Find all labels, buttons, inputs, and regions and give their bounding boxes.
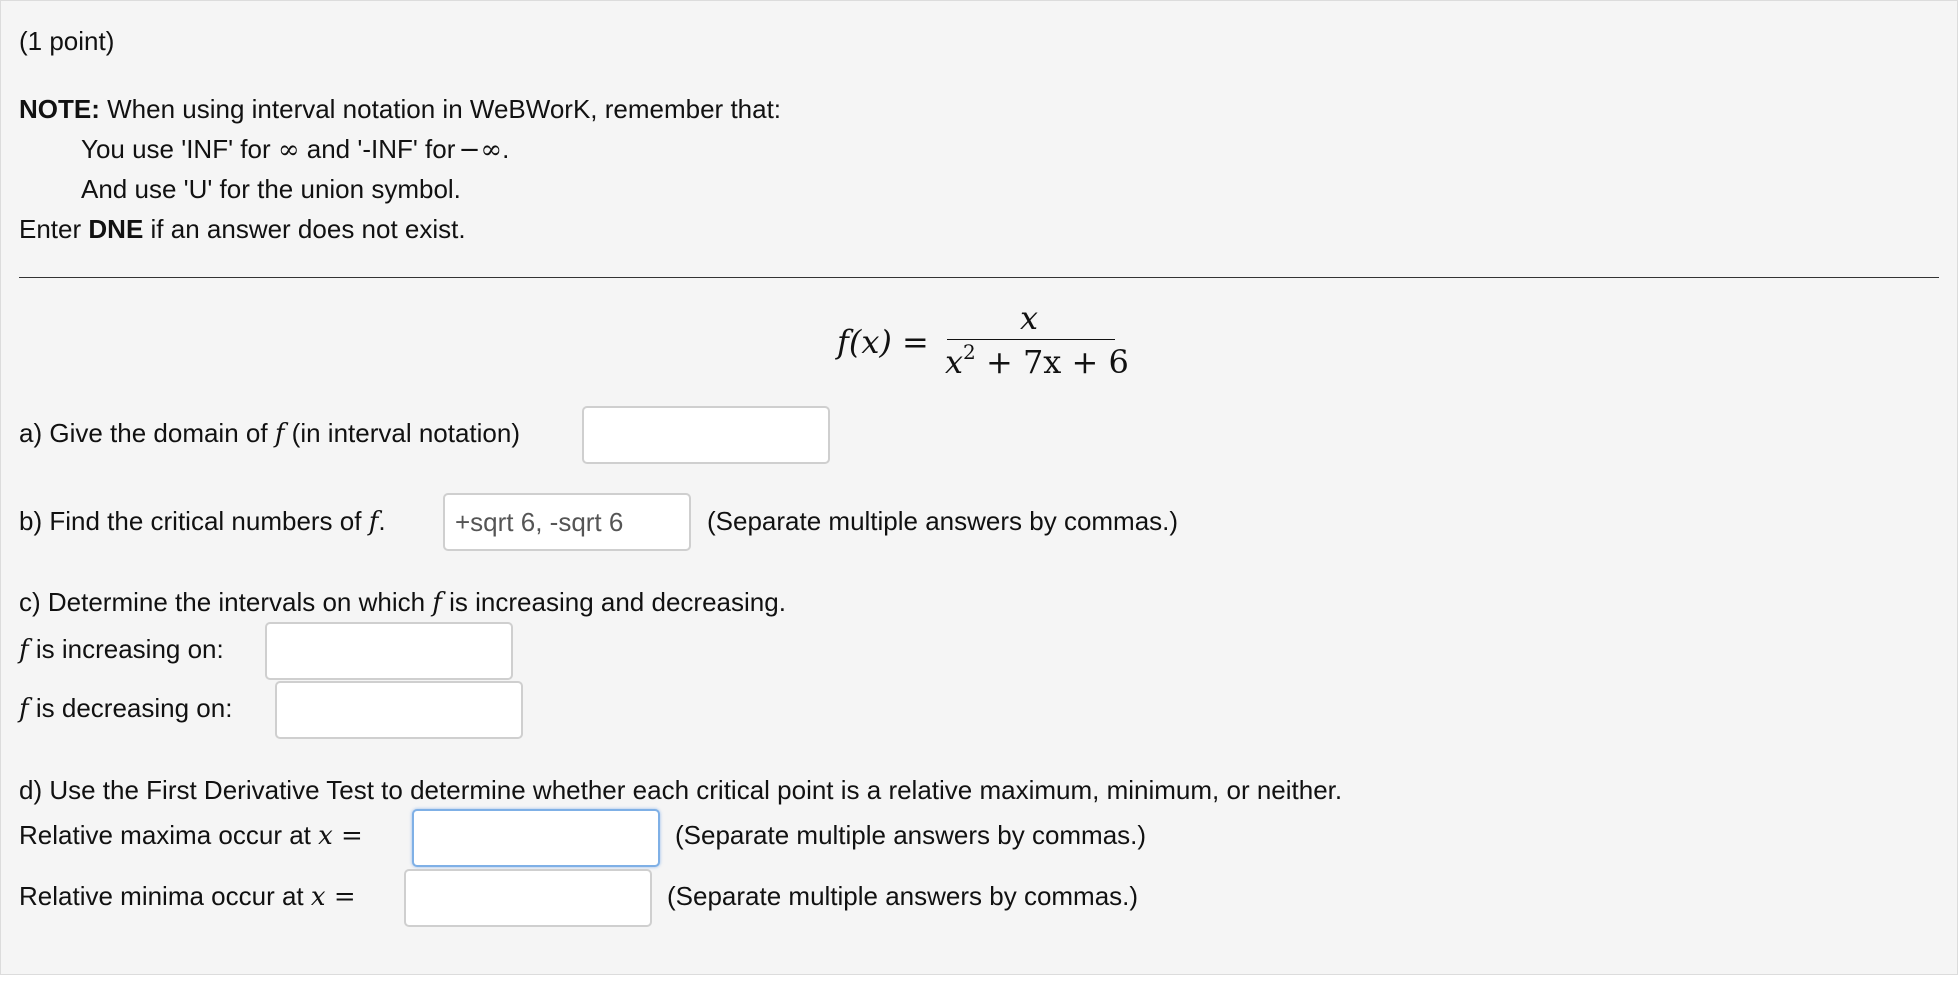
decreasing-input[interactable]	[275, 681, 523, 739]
den-exponent: 2	[963, 340, 976, 364]
part-b-hint: (Separate multiple answers by commas.)	[707, 506, 1179, 536]
inf-line-pre: You use 'INF' for	[81, 134, 271, 164]
maxima-xeq: x =	[318, 821, 363, 851]
increasing-input[interactable]	[265, 622, 513, 680]
dne-post: if an answer does not exist.	[150, 214, 466, 244]
minima-label	[19, 880, 356, 913]
minima-hint: (Separate multiple answers by commas.)	[667, 881, 1139, 911]
part-b-var: f	[368, 507, 379, 537]
part-c-post: is increasing and decreasing.	[449, 587, 786, 617]
part-a-post: (in interval notation)	[291, 418, 521, 448]
infinity-symbol: ∞	[277, 135, 300, 165]
part-a-prompt	[19, 417, 520, 450]
critical-numbers-input[interactable]	[443, 493, 691, 551]
neg-infinity-symbol: −∞	[458, 135, 503, 165]
minima-label-text: Relative minima occur at	[19, 881, 304, 911]
note-intro	[19, 93, 781, 125]
formula-denominator	[945, 340, 1129, 381]
points-label: (1 point)	[19, 26, 115, 56]
part-c-prompt	[19, 586, 786, 619]
decreasing-label-text: is decreasing on:	[35, 693, 233, 723]
formula-numerator: x	[1019, 299, 1039, 337]
part-c-pre: c) Determine the intervals on which	[19, 587, 426, 617]
maxima-label-text: Relative maxima occur at	[19, 820, 311, 850]
maxima-label	[19, 819, 363, 852]
function-formula	[837, 297, 1129, 389]
part-d-prompt: d) Use the First Derivative Test to determine whether each critical point is a relative maximum, minimum, or neither.	[19, 775, 1343, 805]
domain-input[interactable]	[582, 406, 830, 464]
increasing-label	[19, 633, 224, 666]
part-b-prompt	[19, 505, 386, 538]
den-base: x	[945, 343, 964, 381]
dne-line	[19, 213, 466, 245]
relative-maxima-input[interactable]	[412, 809, 660, 867]
part-a-pre: a) Give the domain of	[19, 418, 268, 448]
note-inf-line	[81, 133, 509, 166]
increasing-var: f	[19, 635, 29, 665]
minima-xeq: x =	[310, 882, 356, 912]
increasing-label-text: is increasing on:	[35, 634, 224, 664]
part-b-pre: b) Find the critical numbers of	[19, 506, 362, 536]
inf-line-post: .	[502, 134, 510, 164]
divider	[19, 277, 1939, 278]
decreasing-label	[19, 692, 232, 725]
note-union-line: And use 'U' for the union symbol.	[81, 174, 461, 204]
note-label: NOTE:	[19, 94, 100, 124]
formula-lhs: f(x) =	[837, 323, 929, 361]
dne-pre: Enter	[19, 214, 82, 244]
inf-line-mid: and '-INF' for	[306, 134, 456, 164]
den-rest: + 7x + 6	[985, 343, 1129, 381]
dne-keyword: DNE	[88, 214, 144, 244]
relative-minima-input[interactable]	[404, 869, 652, 927]
maxima-hint: (Separate multiple answers by commas.)	[675, 820, 1147, 850]
part-b-post: .	[378, 506, 386, 536]
part-c-var: f	[432, 588, 442, 618]
note-intro-text: When using interval notation in WeBWorK, remember that:	[107, 94, 782, 124]
part-a-var: f	[274, 419, 285, 449]
decreasing-var: f	[19, 694, 29, 724]
